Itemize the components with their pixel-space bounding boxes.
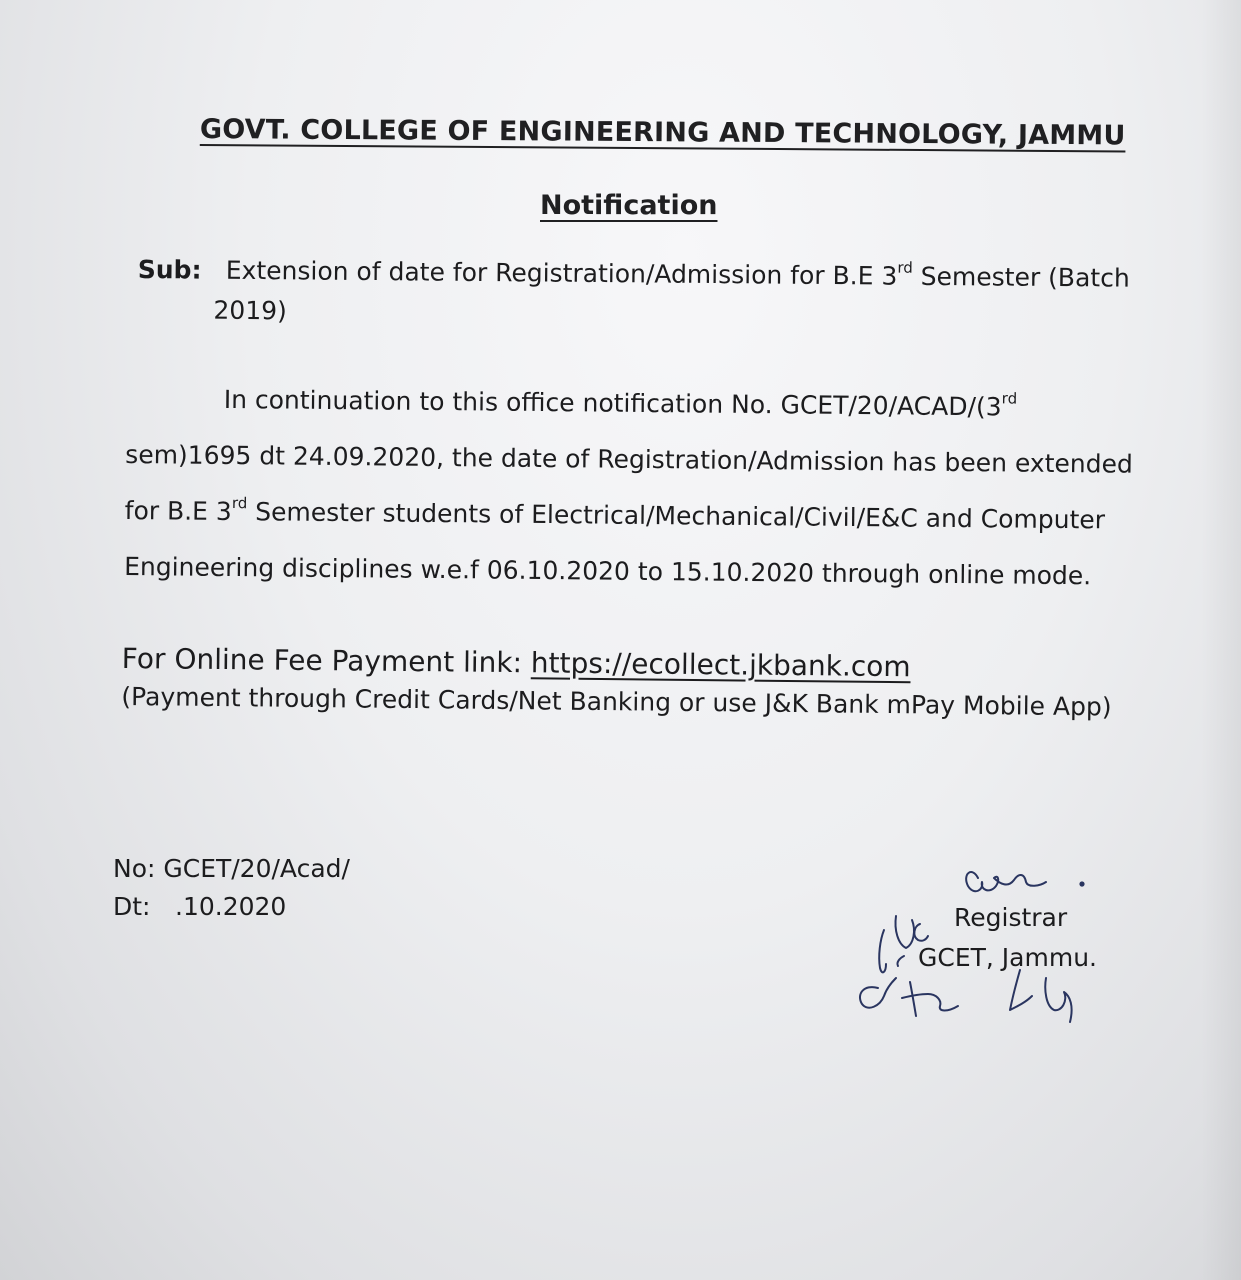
reference-block bbox=[113, 850, 350, 926]
payment-link[interactable]: https://ecollect.jkbank.com bbox=[530, 646, 911, 684]
payment-note: (Payment through Credit Cards/Net Banking or use J&K Bank mPay Mobile App) bbox=[121, 681, 1112, 722]
college-title: GOVT. COLLEGE OF ENGINEERING AND TECHNOLOGY, JAMMU bbox=[199, 114, 1126, 152]
body-line-1-superscript: rd bbox=[1001, 389, 1018, 408]
subject-superscript: rd bbox=[897, 258, 913, 277]
payment-label: For Online Fee Payment link: bbox=[121, 641, 532, 680]
reference-number: No: GCET/20/Acad/ bbox=[113, 854, 350, 883]
body-paragraph bbox=[124, 377, 1160, 611]
body-line-3-text-part1: for B.E 3 bbox=[124, 495, 232, 527]
paper-edge-shadow bbox=[1201, 0, 1241, 1280]
body-line-3 bbox=[124, 489, 1158, 555]
body-line-3-text-part2: Semester students of Electrical/Mechanical/Civil/E&C and Computer bbox=[247, 497, 1106, 535]
reference-date-label: Dt: bbox=[113, 892, 151, 921]
subject-label: Sub: bbox=[137, 254, 202, 285]
body-line-1 bbox=[125, 377, 1159, 443]
subject-text-line2: 2019) bbox=[213, 295, 287, 326]
registrar-block bbox=[918, 898, 1097, 978]
registrar-title: Registrar bbox=[954, 903, 1068, 932]
payment-block bbox=[121, 638, 1112, 726]
registrar-org: GCET, Jammu. bbox=[918, 943, 1097, 972]
body-line-2: sem)1695 dt 24.09.2020, the date of Registration/Admission has been extended bbox=[125, 439, 1133, 479]
notification-heading: Notification bbox=[540, 190, 718, 221]
body-line-1-text: In continuation to this office notification No. GCET/20/ACAD/(3 bbox=[223, 384, 1002, 422]
reference-date bbox=[113, 888, 350, 926]
body-line-3-superscript: rd bbox=[231, 494, 248, 513]
subject-block bbox=[137, 250, 1148, 339]
subject-text-part2: Semester (Batch bbox=[912, 261, 1130, 293]
reference-date-value: .10.2020 bbox=[175, 892, 287, 921]
subject-text-part1: Extension of date for Registration/Admission for B.E 3 bbox=[225, 255, 898, 291]
body-line-4: Engineering disciplines w.e.f 06.10.2020 to 15.10.2020 through online mode. bbox=[124, 551, 1092, 591]
